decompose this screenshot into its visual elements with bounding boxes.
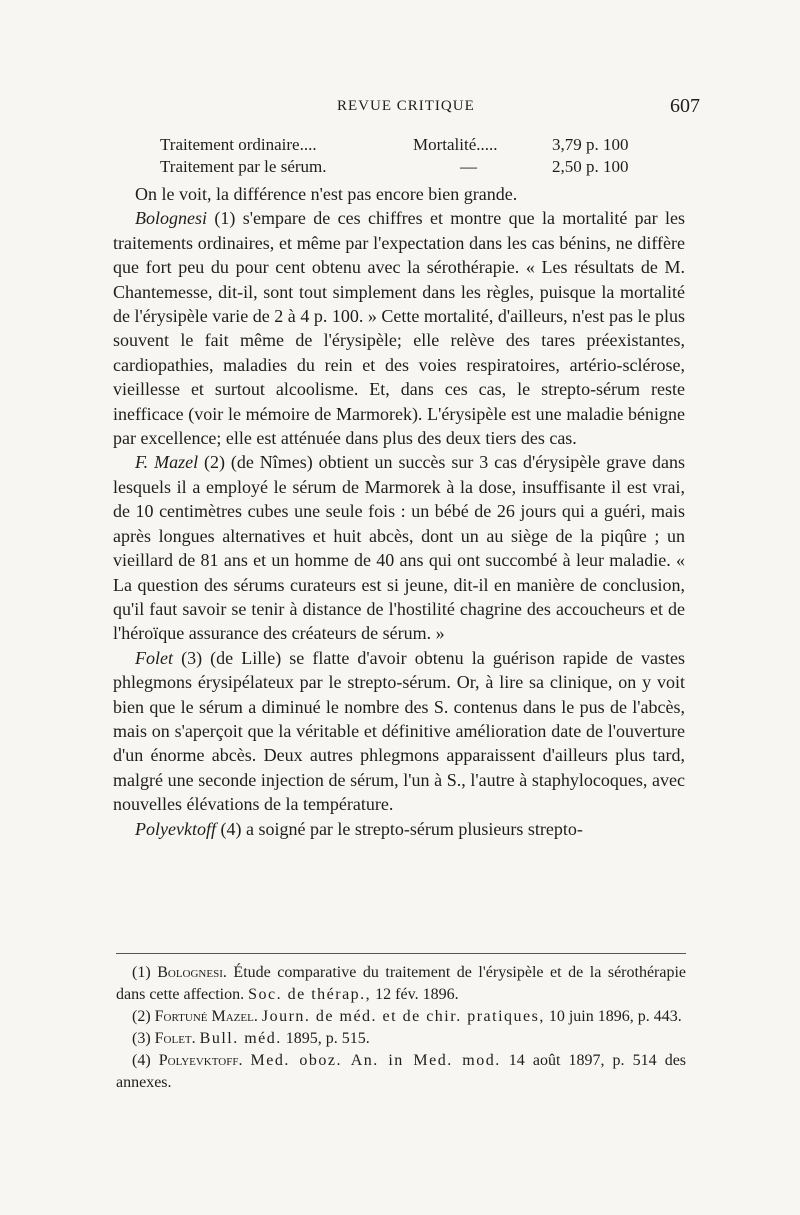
measure-label: Mortalité..... — [413, 135, 498, 154]
paragraph — [113, 646, 685, 817]
footnote — [116, 1050, 686, 1094]
footnote — [116, 1028, 686, 1050]
paragraph — [113, 206, 685, 450]
body-text — [113, 182, 685, 841]
footnotes — [116, 962, 686, 1094]
mortality-table — [160, 134, 660, 178]
footnote-rest: 12 fév. 1896. — [375, 986, 459, 1003]
footnote-source: Journ. de méd. et de chir. pratiques, — [261, 1008, 545, 1025]
paragraph — [113, 817, 685, 841]
footnote-divider — [116, 953, 686, 954]
footnote-number: (3) — [132, 1030, 151, 1047]
footnote — [116, 962, 686, 1006]
author-name: Folet — [135, 647, 173, 668]
table-row — [160, 156, 660, 178]
author-name: Polyevktoff — [135, 818, 216, 839]
author-name: Bolognesi — [135, 208, 207, 229]
footnote-rest: 1895, p. 515. — [285, 1030, 370, 1047]
footnote-source: Soc. de thérap., — [248, 986, 372, 1003]
footnote — [116, 1006, 686, 1028]
treatment-label: Traitement par le sérum. — [160, 157, 327, 176]
paragraph-text: (2) (de Nîmes) obtient un succès sur 3 cas d'érysipèle grave dans lesquels il a employé le sérum de Marmorek à la dose, insuffisante il est vrai, de 10 centimètres cubes une seule fois : un bébé de 26 jours qui a guéri, mais après longues alternatives et huit abcès, dont un au siège de la piqûre ; un vieillard de 81 ans et un homme de 40 ans qui ont succombé à leur maladie. « La question des sérums curateurs est si jeune, dit-il en manière de conclusion, qu'il faut savoir se tenir à distance de l'hostilité chagrine des accoucheurs et de l'héroïque assurance des créateurs de sérum. » — [113, 452, 686, 644]
footnote-author: Folet. — [154, 1030, 196, 1047]
table-row — [160, 134, 660, 156]
paragraph-text: On le voit, la différence n'est pas encore bien grande. — [135, 184, 518, 204]
footnote-source: Med. oboz. An. in Med. mod. — [250, 1052, 501, 1069]
footnote-number: (4) — [132, 1052, 151, 1069]
footnote-rest: 14 août 1897, p. 514 des annexes. — [116, 1052, 687, 1091]
page-number: 607 — [670, 95, 700, 117]
measure-label: — — [460, 157, 477, 176]
mortality-value: 3,79 p. 100 — [552, 135, 629, 154]
footnote-author: Bolognesi. — [157, 964, 227, 981]
footnote-number: (1) — [132, 964, 151, 981]
footnote-source: Bull. méd. — [199, 1030, 282, 1047]
paragraph — [113, 182, 685, 206]
footnote-text: Étude comparative du traitement de l'érysipèle et de la sérothérapie dans cette affection. — [116, 964, 687, 1003]
paragraph — [113, 450, 685, 645]
page-header — [112, 96, 700, 124]
treatment-label: Traitement ordinaire.... — [160, 135, 317, 154]
mortality-value: 2,50 p. 100 — [552, 157, 629, 176]
running-head: REVUE CRITIQUE — [337, 98, 475, 114]
paragraph-text: (4) a soigné par le strepto-sérum plusieurs strepto- — [220, 818, 583, 839]
footnote-author: Fortuné Mazel. — [154, 1008, 258, 1025]
footnote-author: Polyevktoff. — [158, 1052, 243, 1069]
paragraph-text: (1) s'empare de ces chiffres et montre que la mortalité par les traitements ordinaires, et même par l'expectation dans les cas bénins, ne diffère que fort peu du pour cent obtenu avec la sérothérapie. « Les résultats de M. Chantemesse, dit-il, sont tout simplement dans les règles, puisque la mortalité de l'érysipèle varie de 2 à 4 p. 100. » Cette mortalité, d'ailleurs, n'est pas le plus souvent le fait même de l'érysipèle; elle relève des tares préexistantes, cardiopathies, maladies du rein et des voies respiratoires, artério-sclérose, vieillesse et surtout alcoolisme. Et, dans ces cas, le strepto-sérum reste inefficace (voir le mémoire de Marmorek). L'érysipèle est une maladie bénigne par excellence; elle est atténuée dans plus des deux tiers des cas. — [113, 208, 685, 449]
footnote-number: (2) — [132, 1008, 151, 1025]
paragraph-text: (3) (de Lille) se flatte d'avoir obtenu la guérison rapide de vastes phlegmons érysipélateux par le strepto-sérum. Or, à lire sa clinique, on y voit bien que le sérum a diminué le nombre des S. contenus dans le pus de l'abcès, mais on s'aperçoit que la véritable et définitive amélioration date de l'ouverture d'un énorme abcès. Deux autres phlegmons apparaissent d'ailleurs plus tard, malgré une seconde injection de sérum, l'un à S., l'autre à staphylocoques, avec nouvelles élévations de la température. — [113, 647, 685, 815]
author-name: F. Mazel — [135, 452, 199, 473]
footnote-rest: 10 juin 1896, p. 443. — [548, 1008, 682, 1025]
